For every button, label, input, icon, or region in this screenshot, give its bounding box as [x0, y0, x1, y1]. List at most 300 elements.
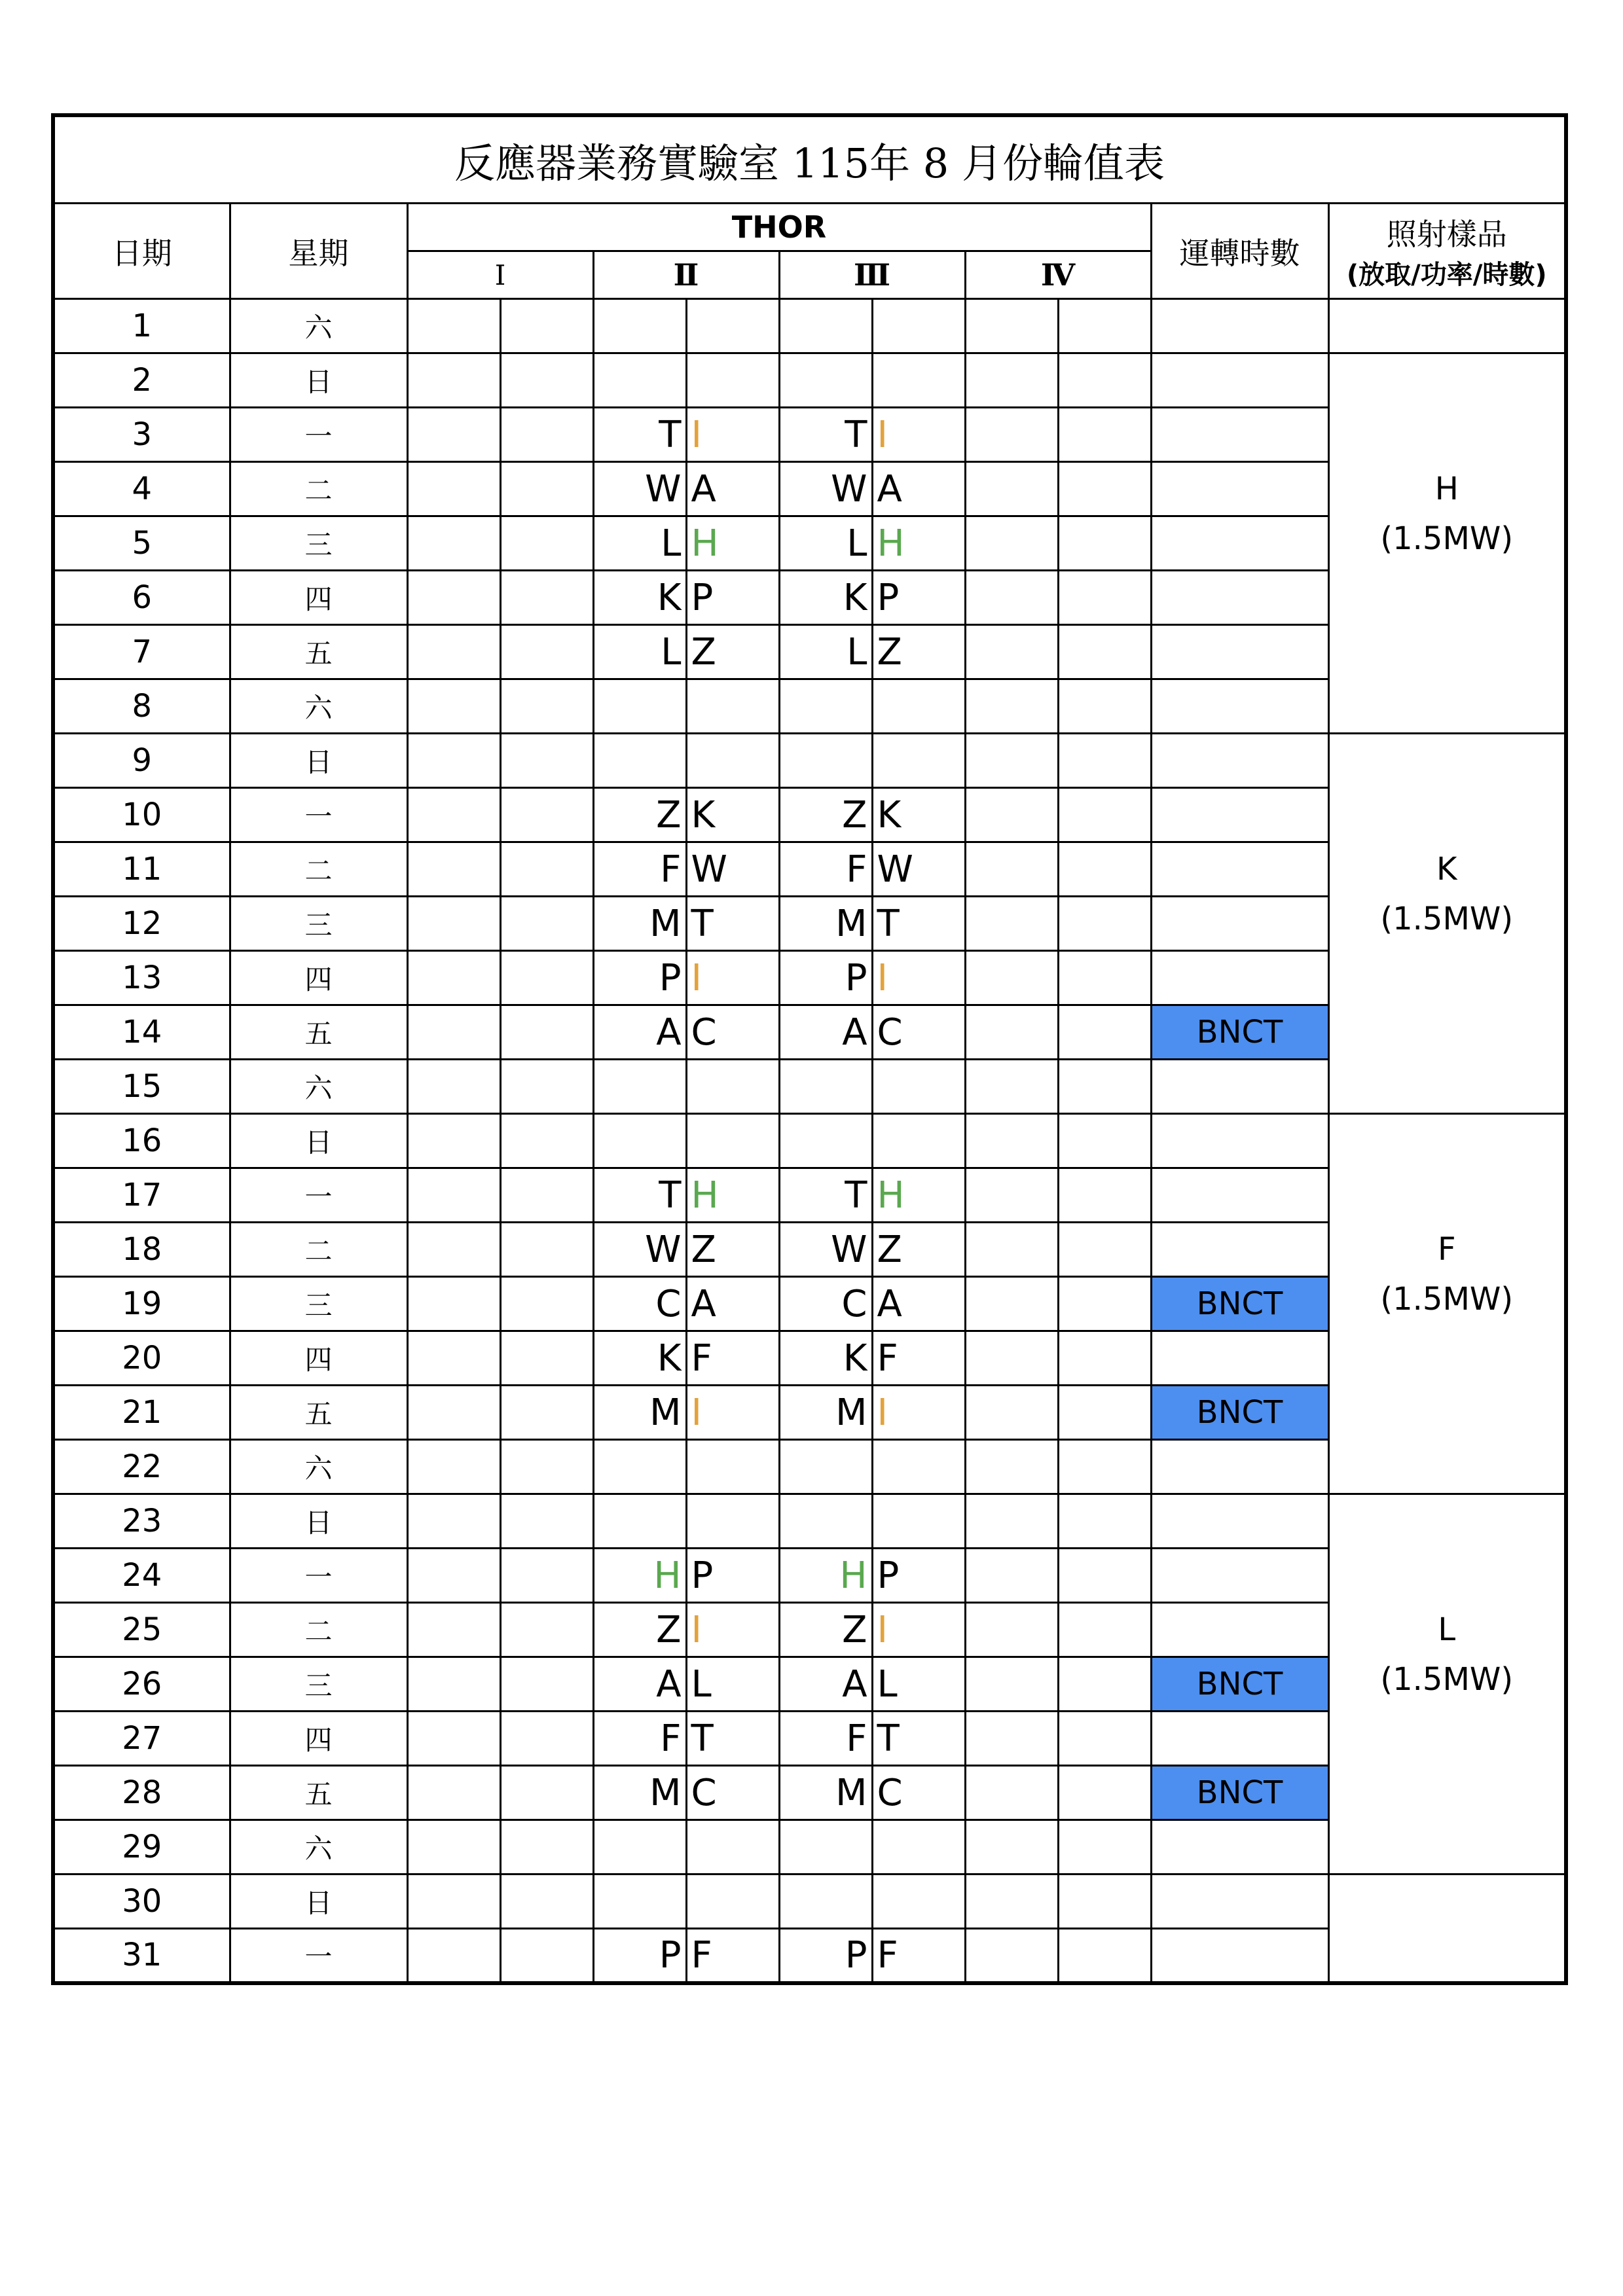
thor-4-b-cell: [1058, 1874, 1151, 1929]
thor-1-b-cell: [500, 1766, 593, 1820]
thor-2-a-cell: M: [593, 1386, 686, 1440]
weekday-cell: 日: [230, 353, 407, 408]
thor-2-a-cell: W: [593, 1223, 686, 1277]
thor-3-b-cell: P: [872, 1549, 965, 1603]
weekday-cell: 一: [230, 1929, 407, 1983]
thor-4-b-cell: [1058, 1440, 1151, 1494]
thor-1-a-cell: [407, 679, 500, 734]
thor-1-a-cell: [407, 1440, 500, 1494]
thor-2-a-cell: L: [593, 516, 686, 571]
thor-1-a-cell: [407, 1331, 500, 1386]
thor-3-b-cell: [872, 1060, 965, 1114]
thor-3-a-cell: T: [779, 1168, 872, 1223]
roster-body: [53, 299, 1566, 1983]
thor-1-a-cell: [407, 462, 500, 516]
date-cell: 1: [53, 299, 230, 353]
thor-4-a-cell: [965, 1603, 1058, 1657]
thor-2-a-cell: T: [593, 408, 686, 462]
thor-1-b-cell: [500, 1386, 593, 1440]
date-cell: 22: [53, 1440, 230, 1494]
page-title: 反應器業務實驗室 115年 8 月份輪值表: [53, 115, 1566, 204]
thor-2-a-cell: [593, 353, 686, 408]
thor-3-b-cell: T: [872, 897, 965, 951]
thor-1-b-cell: [500, 1223, 593, 1277]
table-row: [53, 1874, 1566, 1929]
thor-4-a-cell: [965, 951, 1058, 1005]
thor-4-b-cell: [1058, 516, 1151, 571]
date-cell: 28: [53, 1766, 230, 1820]
weekday-cell: 四: [230, 951, 407, 1005]
thor-1-b-cell: [500, 1331, 593, 1386]
sample-label: F: [1437, 1231, 1456, 1268]
weekday-cell: 日: [230, 734, 407, 788]
run-hours-cell: [1151, 951, 1328, 1005]
thor-4-a-cell: [965, 299, 1058, 353]
thor-1-a-cell: [407, 1168, 500, 1223]
weekday-cell: 一: [230, 1168, 407, 1223]
thor-4-a-cell: [965, 1712, 1058, 1766]
thor-4-a-cell: [965, 842, 1058, 897]
thor-1-a-cell: [407, 734, 500, 788]
thor-2-b-cell: A: [686, 462, 779, 516]
thor-1-a-cell: [407, 1386, 500, 1440]
thor-1-a-cell: [407, 516, 500, 571]
thor-2-a-cell: A: [593, 1005, 686, 1060]
thor-4-b-cell: [1058, 1060, 1151, 1114]
run-hours-cell: [1151, 1712, 1328, 1766]
thor-1-a-cell: [407, 408, 500, 462]
thor-4-a-cell: [965, 1168, 1058, 1223]
thor-2-a-cell: [593, 679, 686, 734]
table-row: [53, 353, 1566, 408]
thor-3-a-cell: P: [779, 951, 872, 1005]
thor-3-a-cell: W: [779, 1223, 872, 1277]
thor-4-a-cell: [965, 788, 1058, 842]
date-cell: 27: [53, 1712, 230, 1766]
thor-4-b-cell: [1058, 1657, 1151, 1712]
thor-1-b-cell: [500, 1277, 593, 1331]
thor-4-b-cell: [1058, 842, 1151, 897]
thor-2-b-cell: [686, 353, 779, 408]
thor-3-b-cell: I: [872, 1386, 965, 1440]
sample-power: (1.5MW): [1380, 901, 1514, 937]
thor-3-a-cell: Z: [779, 788, 872, 842]
thor-2-b-cell: [686, 1494, 779, 1549]
thor-1-a-cell: [407, 951, 500, 1005]
thor-3-b-cell: [872, 679, 965, 734]
thor-4-a-cell: [965, 516, 1058, 571]
weekday-cell: 五: [230, 1386, 407, 1440]
thor-2-a-cell: Z: [593, 1603, 686, 1657]
thor-4-a-cell: [965, 408, 1058, 462]
weekday-cell: 二: [230, 842, 407, 897]
thor-2-b-cell: F: [686, 1331, 779, 1386]
sample-cell: [1328, 734, 1566, 1114]
thor-3-b-cell: [872, 299, 965, 353]
thor-3-a-cell: L: [779, 516, 872, 571]
thor-2-b-cell: [686, 1874, 779, 1929]
header-thor-2: Ⅱ: [593, 251, 779, 299]
run-hours-cell: [1151, 788, 1328, 842]
thor-2-a-cell: P: [593, 951, 686, 1005]
header-sample-title: 照射樣品: [1386, 217, 1507, 252]
sample-label: K: [1436, 851, 1457, 888]
thor-1-a-cell: [407, 1766, 500, 1820]
thor-3-b-cell: A: [872, 1277, 965, 1331]
weekday-cell: 二: [230, 462, 407, 516]
thor-4-b-cell: [1058, 897, 1151, 951]
thor-2-a-cell: M: [593, 1766, 686, 1820]
thor-1-a-cell: [407, 1549, 500, 1603]
thor-3-b-cell: [872, 734, 965, 788]
weekday-cell: 四: [230, 1712, 407, 1766]
date-cell: 13: [53, 951, 230, 1005]
weekday-cell: 一: [230, 408, 407, 462]
weekday-cell: 三: [230, 1277, 407, 1331]
thor-2-a-cell: [593, 1440, 686, 1494]
header-date: 日期: [53, 204, 230, 299]
weekday-cell: 六: [230, 679, 407, 734]
thor-1-a-cell: [407, 1494, 500, 1549]
thor-1-b-cell: [500, 1549, 593, 1603]
thor-2-a-cell: F: [593, 842, 686, 897]
thor-4-b-cell: [1058, 1494, 1151, 1549]
sample-label: L: [1438, 1611, 1456, 1648]
thor-2-b-cell: C: [686, 1766, 779, 1820]
thor-4-a-cell: [965, 1657, 1058, 1712]
table-row: [53, 299, 1566, 353]
thor-4-a-cell: [965, 1223, 1058, 1277]
weekday-cell: 一: [230, 788, 407, 842]
thor-2-a-cell: P: [593, 1929, 686, 1983]
weekday-cell: 一: [230, 1549, 407, 1603]
thor-4-a-cell: [965, 1114, 1058, 1168]
thor-4-a-cell: [965, 1386, 1058, 1440]
thor-4-a-cell: [965, 1440, 1058, 1494]
thor-3-b-cell: [872, 1114, 965, 1168]
thor-3-a-cell: L: [779, 625, 872, 679]
thor-1-a-cell: [407, 299, 500, 353]
thor-1-b-cell: [500, 625, 593, 679]
thor-2-a-cell: F: [593, 1712, 686, 1766]
run-hours-cell: [1151, 1060, 1328, 1114]
thor-1-a-cell: [407, 1277, 500, 1331]
thor-1-b-cell: [500, 1929, 593, 1983]
thor-3-a-cell: [779, 1114, 872, 1168]
thor-3-a-cell: [779, 1440, 872, 1494]
run-hours-cell: [1151, 734, 1328, 788]
thor-1-b-cell: [500, 788, 593, 842]
thor-3-b-cell: [872, 1494, 965, 1549]
thor-4-b-cell: [1058, 1114, 1151, 1168]
thor-4-a-cell: [965, 1549, 1058, 1603]
thor-3-b-cell: K: [872, 788, 965, 842]
thor-4-a-cell: [965, 1060, 1058, 1114]
sample-cell: [1328, 1114, 1566, 1494]
thor-2-a-cell: M: [593, 897, 686, 951]
thor-3-a-cell: F: [779, 1712, 872, 1766]
thor-4-b-cell: [1058, 1005, 1151, 1060]
weekday-cell: 六: [230, 1820, 407, 1874]
thor-3-b-cell: [872, 353, 965, 408]
table-row: [53, 1114, 1566, 1168]
thor-1-a-cell: [407, 1060, 500, 1114]
thor-4-b-cell: [1058, 299, 1151, 353]
weekday-cell: 五: [230, 1766, 407, 1820]
weekday-cell: 三: [230, 1657, 407, 1712]
run-hours-cell: [1151, 679, 1328, 734]
thor-3-a-cell: A: [779, 1657, 872, 1712]
thor-2-b-cell: T: [686, 1712, 779, 1766]
thor-3-a-cell: P: [779, 1929, 872, 1983]
date-cell: 24: [53, 1549, 230, 1603]
thor-4-a-cell: [965, 1277, 1058, 1331]
thor-1-b-cell: [500, 1440, 593, 1494]
thor-3-a-cell: W: [779, 462, 872, 516]
run-hours-cell: [1151, 1820, 1328, 1874]
thor-3-b-cell: L: [872, 1657, 965, 1712]
sample-cell: [1328, 299, 1566, 353]
thor-4-a-cell: [965, 353, 1058, 408]
thor-1-a-cell: [407, 625, 500, 679]
thor-1-a-cell: [407, 1657, 500, 1712]
date-cell: 7: [53, 625, 230, 679]
thor-1-b-cell: [500, 353, 593, 408]
run-hours-cell: [1151, 1874, 1328, 1929]
thor-1-b-cell: [500, 1005, 593, 1060]
thor-2-b-cell: W: [686, 842, 779, 897]
thor-1-b-cell: [500, 1114, 593, 1168]
thor-1-b-cell: [500, 462, 593, 516]
weekday-cell: 日: [230, 1874, 407, 1929]
thor-4-b-cell: [1058, 734, 1151, 788]
sample-cell: [1328, 1494, 1566, 1874]
thor-1-a-cell: [407, 897, 500, 951]
header-sample: [1328, 204, 1566, 299]
thor-3-a-cell: Z: [779, 1603, 872, 1657]
thor-3-b-cell: [872, 1874, 965, 1929]
run-hours-cell: [1151, 462, 1328, 516]
thor-1-b-cell: [500, 1712, 593, 1766]
date-cell: 21: [53, 1386, 230, 1440]
thor-4-b-cell: [1058, 951, 1151, 1005]
weekday-cell: 五: [230, 625, 407, 679]
run-hours-cell: [1151, 842, 1328, 897]
thor-3-b-cell: [872, 1820, 965, 1874]
thor-2-b-cell: P: [686, 1549, 779, 1603]
thor-2-a-cell: W: [593, 462, 686, 516]
thor-3-b-cell: F: [872, 1929, 965, 1983]
header-thor-4: Ⅳ: [965, 251, 1151, 299]
run-hours-cell: [1151, 1168, 1328, 1223]
thor-1-b-cell: [500, 1657, 593, 1712]
thor-3-a-cell: [779, 1874, 872, 1929]
thor-2-a-cell: Z: [593, 788, 686, 842]
sample-cell: [1328, 353, 1566, 734]
date-cell: 19: [53, 1277, 230, 1331]
weekday-cell: 六: [230, 1060, 407, 1114]
thor-3-b-cell: A: [872, 462, 965, 516]
date-cell: 29: [53, 1820, 230, 1874]
thor-2-a-cell: K: [593, 571, 686, 625]
thor-1-a-cell: [407, 842, 500, 897]
thor-2-a-cell: A: [593, 1657, 686, 1712]
thor-2-b-cell: L: [686, 1657, 779, 1712]
table-row: [53, 734, 1566, 788]
thor-2-b-cell: H: [686, 1168, 779, 1223]
table-row: [53, 1494, 1566, 1549]
header-thor-1: Ⅰ: [407, 251, 593, 299]
thor-3-b-cell: H: [872, 516, 965, 571]
thor-4-b-cell: [1058, 1331, 1151, 1386]
thor-2-a-cell: [593, 1874, 686, 1929]
thor-4-a-cell: [965, 1820, 1058, 1874]
thor-3-a-cell: M: [779, 1386, 872, 1440]
thor-3-b-cell: C: [872, 1766, 965, 1820]
thor-1-a-cell: [407, 1005, 500, 1060]
thor-2-b-cell: H: [686, 516, 779, 571]
thor-4-b-cell: [1058, 1549, 1151, 1603]
thor-4-b-cell: [1058, 1929, 1151, 1983]
thor-3-b-cell: W: [872, 842, 965, 897]
thor-2-b-cell: Z: [686, 1223, 779, 1277]
date-cell: 26: [53, 1657, 230, 1712]
thor-3-a-cell: K: [779, 1331, 872, 1386]
date-cell: 12: [53, 897, 230, 951]
thor-4-b-cell: [1058, 1168, 1151, 1223]
header-weekday: 星期: [230, 204, 407, 299]
thor-1-b-cell: [500, 516, 593, 571]
thor-2-a-cell: [593, 734, 686, 788]
header-thor-3: Ⅲ: [779, 251, 965, 299]
date-cell: 4: [53, 462, 230, 516]
thor-3-b-cell: [872, 1440, 965, 1494]
thor-3-a-cell: [779, 1820, 872, 1874]
thor-4-b-cell: [1058, 1223, 1151, 1277]
thor-3-b-cell: I: [872, 1603, 965, 1657]
weekday-cell: 日: [230, 1114, 407, 1168]
header-thor: THOR: [407, 204, 1151, 251]
thor-4-b-cell: [1058, 1712, 1151, 1766]
run-hours-cell: [1151, 1929, 1328, 1983]
thor-4-a-cell: [965, 1929, 1058, 1983]
thor-1-a-cell: [407, 1874, 500, 1929]
thor-4-b-cell: [1058, 408, 1151, 462]
thor-1-b-cell: [500, 1603, 593, 1657]
run-hours-cell: [1151, 353, 1328, 408]
weekday-cell: 六: [230, 299, 407, 353]
sample-power: (1.5MW): [1380, 520, 1514, 557]
run-hours-cell: [1151, 1114, 1328, 1168]
thor-2-a-cell: C: [593, 1277, 686, 1331]
thor-1-a-cell: [407, 571, 500, 625]
bnct-badge: BNCT: [1151, 1005, 1328, 1060]
thor-1-a-cell: [407, 1114, 500, 1168]
thor-2-a-cell: [593, 299, 686, 353]
date-cell: 15: [53, 1060, 230, 1114]
thor-3-a-cell: H: [779, 1549, 872, 1603]
thor-4-a-cell: [965, 897, 1058, 951]
thor-3-a-cell: T: [779, 408, 872, 462]
thor-1-a-cell: [407, 1820, 500, 1874]
date-cell: 9: [53, 734, 230, 788]
thor-4-b-cell: [1058, 1766, 1151, 1820]
date-cell: 6: [53, 571, 230, 625]
thor-4-b-cell: [1058, 1277, 1151, 1331]
thor-2-a-cell: H: [593, 1549, 686, 1603]
sample-power: (1.5MW): [1380, 1661, 1514, 1698]
bnct-badge: BNCT: [1151, 1277, 1328, 1331]
thor-4-b-cell: [1058, 788, 1151, 842]
thor-4-b-cell: [1058, 571, 1151, 625]
thor-1-b-cell: [500, 299, 593, 353]
thor-4-a-cell: [965, 1494, 1058, 1549]
thor-3-a-cell: M: [779, 1766, 872, 1820]
run-hours-cell: [1151, 1603, 1328, 1657]
run-hours-cell: [1151, 1549, 1328, 1603]
thor-2-b-cell: C: [686, 1005, 779, 1060]
thor-2-a-cell: [593, 1060, 686, 1114]
thor-4-b-cell: [1058, 1820, 1151, 1874]
thor-2-b-cell: P: [686, 571, 779, 625]
duty-roster-table: [51, 113, 1568, 1985]
thor-2-b-cell: I: [686, 408, 779, 462]
weekday-cell: 三: [230, 897, 407, 951]
thor-3-a-cell: C: [779, 1277, 872, 1331]
date-cell: 23: [53, 1494, 230, 1549]
thor-3-a-cell: [779, 353, 872, 408]
sample-cell: [1328, 1874, 1566, 1983]
thor-3-a-cell: [779, 734, 872, 788]
thor-3-b-cell: Z: [872, 1223, 965, 1277]
thor-4-a-cell: [965, 1331, 1058, 1386]
thor-3-a-cell: [779, 299, 872, 353]
thor-3-a-cell: [779, 1060, 872, 1114]
date-cell: 18: [53, 1223, 230, 1277]
thor-1-b-cell: [500, 1820, 593, 1874]
header-run-hours: 運轉時數: [1151, 204, 1328, 299]
thor-1-b-cell: [500, 951, 593, 1005]
date-cell: 2: [53, 353, 230, 408]
date-cell: 31: [53, 1929, 230, 1983]
date-cell: 17: [53, 1168, 230, 1223]
thor-4-b-cell: [1058, 462, 1151, 516]
weekday-cell: 四: [230, 1331, 407, 1386]
thor-1-a-cell: [407, 1712, 500, 1766]
sample-power: (1.5MW): [1380, 1281, 1514, 1318]
thor-2-b-cell: I: [686, 951, 779, 1005]
thor-2-b-cell: [686, 1060, 779, 1114]
weekday-cell: 日: [230, 1494, 407, 1549]
thor-2-a-cell: [593, 1114, 686, 1168]
date-cell: 14: [53, 1005, 230, 1060]
thor-2-a-cell: [593, 1820, 686, 1874]
thor-1-b-cell: [500, 1060, 593, 1114]
bnct-badge: BNCT: [1151, 1657, 1328, 1712]
thor-3-a-cell: M: [779, 897, 872, 951]
date-cell: 16: [53, 1114, 230, 1168]
thor-2-b-cell: [686, 299, 779, 353]
thor-2-b-cell: T: [686, 897, 779, 951]
thor-2-b-cell: [686, 1820, 779, 1874]
thor-2-a-cell: L: [593, 625, 686, 679]
thor-1-b-cell: [500, 1494, 593, 1549]
thor-3-a-cell: A: [779, 1005, 872, 1060]
run-hours-cell: [1151, 897, 1328, 951]
thor-4-a-cell: [965, 734, 1058, 788]
thor-4-a-cell: [965, 462, 1058, 516]
run-hours-cell: [1151, 625, 1328, 679]
